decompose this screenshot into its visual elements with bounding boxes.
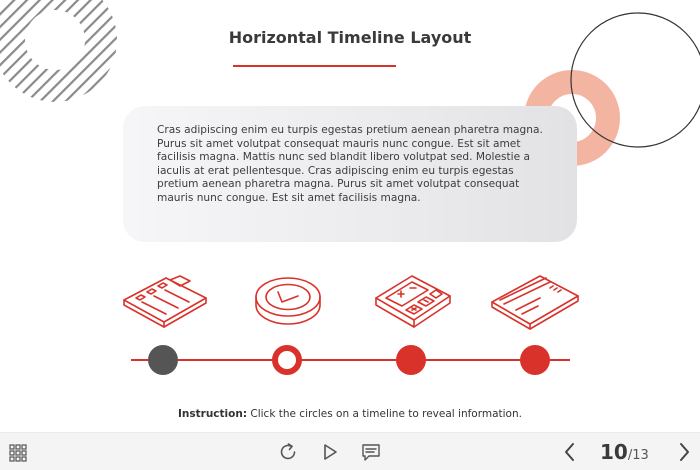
menu-grid-icon[interactable]	[8, 442, 28, 462]
instruction-text: Click the circles on a timeline to reveal information.	[247, 408, 522, 420]
timeline-marker-3[interactable]	[396, 345, 426, 375]
prev-icon[interactable]	[560, 442, 580, 462]
instruction-label: Instruction:	[178, 408, 248, 420]
page-title: Horizontal Timeline Layout	[228, 28, 472, 47]
timeline-line	[131, 359, 570, 361]
player-bar	[0, 432, 700, 470]
page-total: 13	[632, 448, 649, 463]
timeline-marker-1[interactable]	[148, 345, 178, 375]
replay-icon[interactable]	[278, 442, 298, 462]
timeline-marker-4[interactable]	[520, 345, 550, 375]
clipboard-icon	[118, 270, 212, 336]
page-counter	[600, 440, 649, 464]
next-icon[interactable]	[674, 442, 694, 462]
info-text: Cras adipiscing enim eu turpis egestas pretium aenean pharetra magna. Purus sit amet volutpat consequat mauris nunc congue. Est sit amet facilisis magna. Mattis nunc sed blandit libero volutpat sed. Molestie a iaculis at erat pellentesque. Cras adipiscing enim eu turpis egestas pretium aenean pharetra magna. Purus sit amet volutpat consequat mauris nunc congue. Est sit amet facilisis magna.	[157, 124, 543, 204]
play-icon[interactable]	[320, 442, 340, 462]
credit-card-icon	[488, 270, 582, 332]
calculator-icon	[372, 270, 454, 336]
page-separator: /	[627, 448, 633, 463]
title-underline	[233, 65, 396, 67]
striped-ring-shape	[0, 0, 130, 110]
info-box	[123, 106, 577, 242]
timeline-marker-2[interactable]	[272, 345, 302, 375]
instruction	[0, 408, 700, 420]
coin-icon	[250, 272, 326, 334]
page-current: 10	[600, 440, 628, 464]
notes-icon[interactable]	[361, 442, 381, 462]
